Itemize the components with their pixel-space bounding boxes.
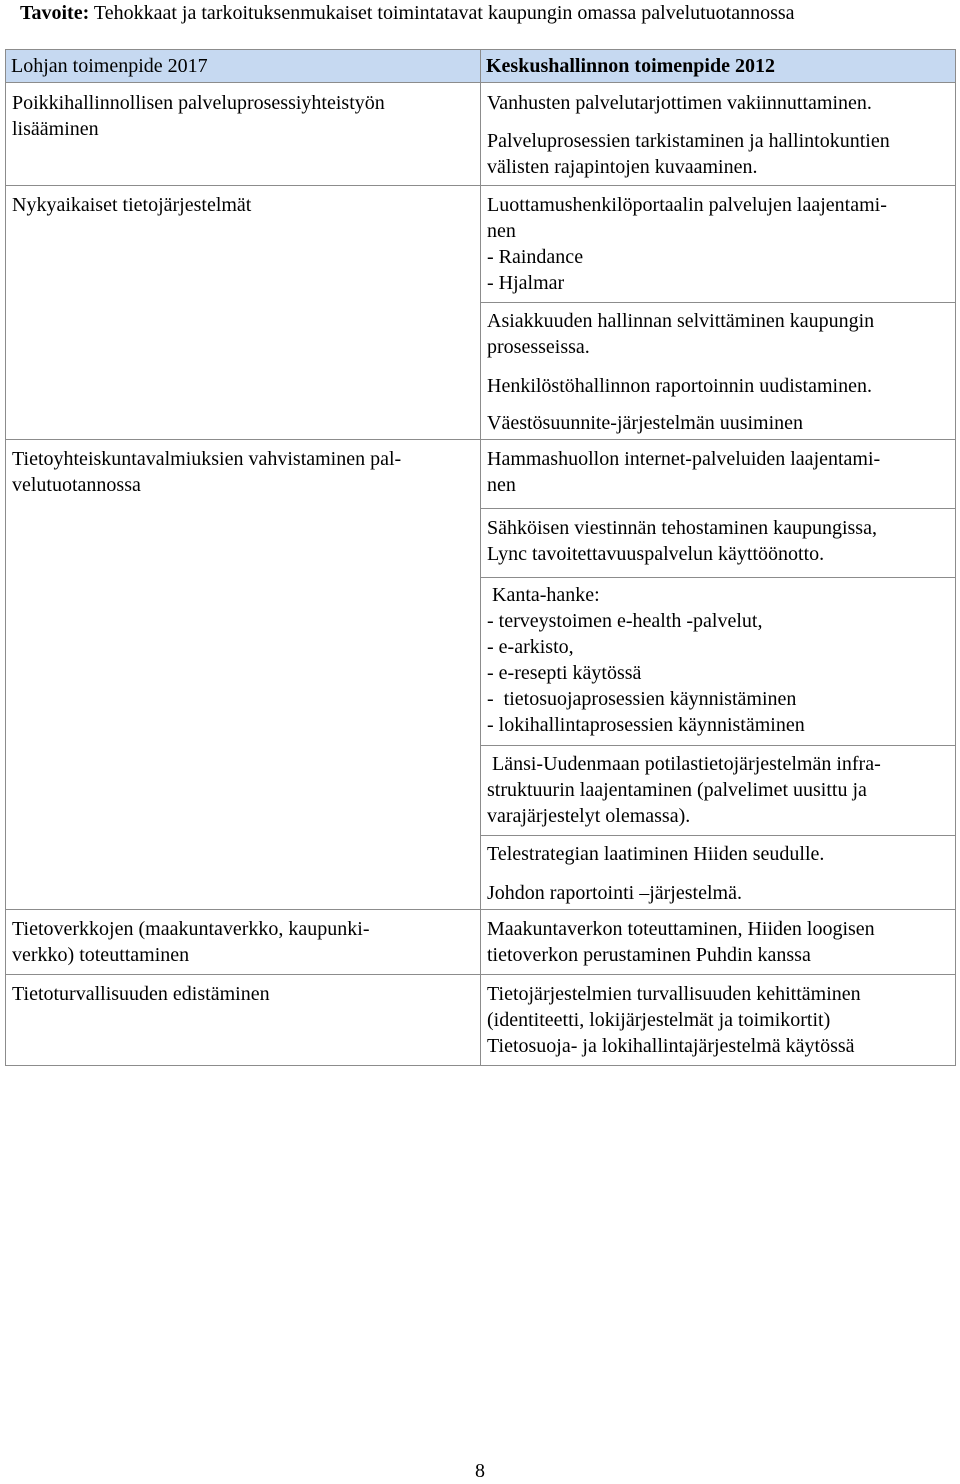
right-cell-trustee-portal [481, 192, 956, 296]
right-cell-line: - e-arkisto, [487, 636, 574, 658]
right-cell-line: tietoverkon perustaminen Puhdin kanssa [487, 944, 811, 966]
table-border-right [955, 49, 956, 1066]
left-cell-line: lisääminen [12, 118, 99, 140]
left-cell-modern-information-systems [6, 192, 479, 218]
right-cell-kanta-project [481, 582, 956, 738]
right-cell-line: nen [487, 220, 516, 242]
right-row-separator [480, 577, 956, 578]
left-cell-line: Tietoyhteiskuntavalmiuksien vahvistaminen pal- [12, 448, 402, 470]
right-cell-line: Länsi-Uudenmaan potilastietojärjestelmän infra- [487, 753, 881, 775]
row-separator [5, 82, 956, 83]
right-cell-line: prosesseissa. [487, 336, 590, 358]
left-cell-line: Nykyaikaiset tietojärjestelmät [12, 194, 252, 216]
page-number: 8 [475, 1460, 485, 1482]
right-cell-line: Maakuntaverkon toteuttaminen, Hiiden loogisen [487, 918, 875, 940]
right-row-separator [480, 745, 956, 746]
right-cell-line: - tietosuojaprosessien käynnistäminen [487, 688, 797, 710]
left-cell-line: Poikkihallinnollisen palveluprosessiyhteistyön [12, 92, 385, 114]
right-cell-line: - Raindance [487, 246, 584, 268]
right-cell-line: nen [487, 474, 516, 496]
right-cell-electronic-communication [481, 515, 956, 567]
right-cell-line: Luottamushenkilöportaalin palvelujen laajentami- [487, 194, 887, 216]
heading-label: Tavoite: [20, 2, 90, 24]
right-cell-patient-information-system [481, 751, 956, 829]
right-row-separator [480, 302, 956, 303]
left-cell-line: verkko) toteuttaminen [12, 944, 190, 966]
right-cell-line: - Hjalmar [487, 272, 565, 294]
right-cell-dental-services [481, 446, 956, 498]
right-cell-hr-reporting [481, 373, 956, 399]
right-cell-line: (identiteetti, lokijärjestelmät ja toimikortit) [487, 1009, 831, 1031]
right-cell-line: Johdon raportointi –järjestelmä. [487, 882, 742, 904]
left-cell-information-security [6, 981, 479, 1007]
right-cell-line: - terveystoimen e-health -palvelut, [487, 610, 763, 632]
right-cell-line: Asiakkuuden hallinnan selvittäminen kaupungin [487, 310, 875, 332]
left-cell-service-process-cooperation [6, 90, 479, 142]
measures-table [5, 49, 956, 1066]
right-cell-line: Henkilöstöhallinnon raportoinnin uudistaminen. [487, 375, 872, 397]
column-divider [480, 49, 481, 1066]
right-cell-line: Kanta-hanke: [487, 584, 600, 606]
table-border-left [5, 49, 6, 1066]
right-cell-line: - e-resepti käytössä [487, 662, 642, 684]
header-right: Keskushallinnon toimenpide 2012 [480, 49, 956, 82]
right-cell-line: Palveluprosessien tarkistaminen ja hallintokuntien [487, 130, 890, 152]
left-cell-data-networks [6, 916, 479, 968]
row-separator [5, 439, 956, 440]
right-cell-line: - lokihallintaprosessien käynnistäminen [487, 714, 805, 736]
right-cell-population-system [481, 410, 956, 436]
right-cell-line: Tietosuoja- ja lokihallintajärjestelmä käytössä [487, 1035, 855, 1057]
right-cell-line: Lync tavoitettavuuspalvelun käyttöönotto. [487, 543, 825, 565]
right-cell-line: struktuurin laajentaminen (palvelimet uusittu ja [487, 779, 867, 801]
right-cell-system-security [481, 981, 956, 1059]
left-cell-line: velutuotannossa [12, 474, 141, 496]
right-cell-line: Tietojärjestelmien turvallisuuden kehittäminen [487, 983, 861, 1005]
heading-text: Tehokkaat ja tarkoituksenmukaiset toimintatavat kaupungin omassa palvelutuotannossa [89, 2, 795, 24]
left-cell-line: Tietoverkkojen (maakuntaverkko, kaupunki- [12, 918, 370, 940]
right-cell-line: varajärjestelyt olemassa). [487, 805, 691, 827]
right-cell-service-processes [481, 128, 956, 180]
right-row-separator [480, 835, 956, 836]
right-cell-elderly-services [481, 90, 956, 116]
right-cell-line: Hammashuollon internet-palveluiden laajentami- [487, 448, 881, 470]
page-heading [20, 0, 795, 26]
right-cell-management-reporting [481, 880, 956, 906]
row-separator [5, 974, 956, 975]
right-cell-line: Vanhusten palvelutarjottimen vakiinnuttaminen. [487, 92, 872, 114]
row-separator [5, 909, 956, 910]
left-cell-information-society-skills [6, 446, 479, 498]
row-separator [5, 185, 956, 186]
right-cell-line: Sähköisen viestinnän tehostaminen kaupungissa, [487, 517, 877, 539]
header-left: Lohjan toimenpide 2017 [5, 49, 480, 82]
left-cell-line: Tietoturvallisuuden edistäminen [12, 983, 270, 1005]
right-cell-line: välisten rajapintojen kuvaaminen. [487, 156, 758, 178]
right-cell-line: Väestösuunnite-järjestelmän uusiminen [487, 412, 804, 434]
right-cell-regional-network [481, 916, 956, 968]
right-cell-line: Telestrategian laatiminen Hiiden seudulle. [487, 843, 825, 865]
right-cell-telestrategy [481, 841, 956, 867]
right-cell-customer-management [481, 308, 956, 360]
right-row-separator [480, 508, 956, 509]
